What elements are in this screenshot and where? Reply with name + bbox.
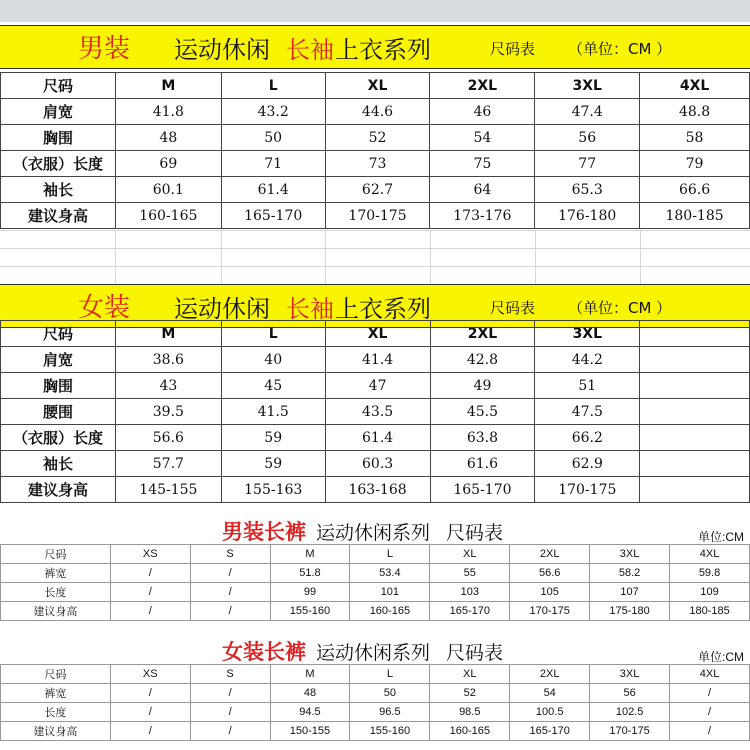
- size-header-cell: M: [270, 545, 350, 564]
- value-cell: 71: [221, 151, 325, 177]
- value-cell: 61.4: [325, 425, 430, 451]
- women-pants-title-highlight: 女装长裤: [222, 641, 306, 664]
- size-header-cell: 4XL: [670, 545, 750, 564]
- women-top-series-a: 运动休闲: [174, 295, 270, 323]
- value-cell: 165-170: [430, 477, 535, 503]
- size-header-cell: XL: [430, 665, 510, 684]
- measure-label: 长度: [1, 583, 111, 602]
- value-cell: 47: [325, 373, 430, 399]
- value-cell: /: [190, 684, 270, 703]
- value-cell: 41.8: [115, 99, 221, 125]
- women-pants-title-series: 运动休闲系列: [316, 643, 431, 664]
- measure-label: 肩宽: [1, 99, 116, 125]
- size-header-cell: 4XL: [640, 73, 750, 99]
- header-row: [1, 73, 750, 99]
- size-header-cell: XL: [430, 545, 510, 564]
- table-row: [1, 177, 750, 203]
- table-row: [1, 583, 750, 602]
- value-cell: 60.3: [325, 451, 430, 477]
- value-cell: 100.5: [510, 703, 590, 722]
- value-cell: 56: [590, 684, 670, 703]
- women-top-chart-label: 尺码表: [490, 299, 536, 317]
- value-cell: 56.6: [115, 425, 221, 451]
- measure-label: 建议身高: [1, 203, 116, 229]
- value-cell: [640, 399, 750, 425]
- size-header-cell: M: [270, 665, 350, 684]
- women-top-gender: 女装: [78, 293, 131, 323]
- value-cell: 62.9: [535, 451, 640, 477]
- value-cell: 170-175: [325, 203, 430, 229]
- women-top-unit: （单位：CM ）: [568, 299, 672, 317]
- value-cell: /: [190, 564, 270, 583]
- women-pants-title-chart: 尺码表: [446, 643, 504, 664]
- value-cell: 98.5: [430, 703, 510, 722]
- value-cell: 48: [270, 684, 350, 703]
- value-cell: 160-165: [115, 203, 221, 229]
- value-cell: 170-175: [535, 477, 640, 503]
- value-cell: 165-170: [221, 203, 325, 229]
- value-cell: 50: [221, 125, 325, 151]
- size-header-cell: 2XL: [510, 665, 590, 684]
- measure-label: 建议身高: [1, 722, 111, 741]
- value-cell: [640, 425, 750, 451]
- value-cell: 62.7: [325, 177, 430, 203]
- value-cell: 54: [430, 125, 535, 151]
- value-cell: 50: [350, 684, 430, 703]
- men-top-chart-label: 尺码表: [490, 40, 536, 58]
- value-cell: 66.6: [640, 177, 750, 203]
- value-cell: 43: [115, 373, 221, 399]
- value-cell: /: [110, 602, 190, 621]
- value-cell: [640, 477, 750, 503]
- value-cell: 173-176: [430, 203, 535, 229]
- men-top-title-banner: [0, 25, 750, 69]
- value-cell: 170-175: [510, 602, 590, 621]
- top-background-strip: [0, 0, 750, 22]
- women-pants-title: [222, 636, 503, 666]
- value-cell: 155-160: [350, 722, 430, 741]
- value-cell: 42.8: [430, 347, 535, 373]
- value-cell: /: [110, 684, 190, 703]
- value-cell: /: [110, 583, 190, 602]
- value-cell: 44.2: [535, 347, 640, 373]
- size-label-header: 尺码: [1, 321, 116, 347]
- men-top-series-b: 上衣系列: [335, 36, 431, 64]
- measure-label: 袖长: [1, 177, 116, 203]
- value-cell: /: [110, 722, 190, 741]
- men-pants-title: [222, 516, 503, 546]
- value-cell: 59: [221, 451, 325, 477]
- size-label-header: 尺码: [1, 73, 116, 99]
- table-row: [1, 451, 750, 477]
- value-cell: 63.8: [430, 425, 535, 451]
- table-row: [1, 684, 750, 703]
- size-header-cell: [640, 321, 750, 347]
- men-top-unit: （单位：CM ）: [568, 40, 672, 58]
- value-cell: 180-185: [670, 602, 750, 621]
- size-header-cell: 3XL: [535, 73, 640, 99]
- value-cell: 99: [270, 583, 350, 602]
- measure-label: 腰围: [1, 399, 116, 425]
- value-cell: 163-168: [325, 477, 430, 503]
- value-cell: /: [670, 722, 750, 741]
- men-pants-title-series: 运动休闲系列: [316, 523, 431, 544]
- men-top-size-table: [0, 72, 750, 229]
- size-header-cell: M: [115, 73, 221, 99]
- value-cell: [640, 373, 750, 399]
- value-cell: /: [110, 564, 190, 583]
- value-cell: 109: [670, 583, 750, 602]
- value-cell: 176-180: [535, 203, 640, 229]
- measure-label: 建议身高: [1, 477, 116, 503]
- value-cell: /: [190, 722, 270, 741]
- men-top-sleeve: 长袖: [286, 36, 334, 64]
- value-cell: 43.2: [221, 99, 325, 125]
- value-cell: 57.7: [115, 451, 221, 477]
- header-row: [1, 545, 750, 564]
- size-header-cell: XS: [110, 545, 190, 564]
- value-cell: 39.5: [115, 399, 221, 425]
- size-header-cell: 4XL: [670, 665, 750, 684]
- value-cell: [640, 451, 750, 477]
- value-cell: 48: [115, 125, 221, 151]
- value-cell: 58: [640, 125, 750, 151]
- value-cell: 47.4: [535, 99, 640, 125]
- value-cell: 51.8: [270, 564, 350, 583]
- measure-label: 裤宽: [1, 684, 111, 703]
- value-cell: 180-185: [640, 203, 750, 229]
- size-header-cell: 2XL: [510, 545, 590, 564]
- measure-label: 裤宽: [1, 564, 111, 583]
- value-cell: 54: [510, 684, 590, 703]
- size-header-cell: 2XL: [430, 73, 535, 99]
- value-cell: 61.4: [221, 177, 325, 203]
- women-pants-size-table: [0, 664, 750, 741]
- value-cell: /: [670, 703, 750, 722]
- table-row: [1, 703, 750, 722]
- women-top-size-table: [0, 320, 750, 503]
- spreadsheet-grid-gap: [0, 230, 750, 284]
- value-cell: /: [190, 602, 270, 621]
- value-cell: 94.5: [270, 703, 350, 722]
- value-cell: 103: [430, 583, 510, 602]
- value-cell: 66.2: [535, 425, 640, 451]
- value-cell: 44.6: [325, 99, 430, 125]
- men-top-series-a: 运动休闲: [174, 36, 270, 64]
- value-cell: /: [110, 703, 190, 722]
- measure-label: 肩宽: [1, 347, 116, 373]
- value-cell: 55: [430, 564, 510, 583]
- men-pants-unit: 单位:CM: [698, 530, 744, 544]
- value-cell: 155-163: [221, 477, 325, 503]
- size-header-cell: S: [190, 665, 270, 684]
- value-cell: [640, 347, 750, 373]
- value-cell: 65.3: [535, 177, 640, 203]
- measure-label: 胸围: [1, 373, 116, 399]
- table-row: [1, 373, 750, 399]
- size-header-cell: L: [221, 73, 325, 99]
- size-header-cell: L: [350, 545, 430, 564]
- value-cell: 175-180: [590, 602, 670, 621]
- measure-label: 建议身高: [1, 602, 111, 621]
- value-cell: /: [190, 583, 270, 602]
- value-cell: 49: [430, 373, 535, 399]
- women-pants-unit: 单位:CM: [698, 650, 744, 664]
- measure-label: 袖长: [1, 451, 116, 477]
- value-cell: 170-175: [590, 722, 670, 741]
- value-cell: 145-155: [115, 477, 221, 503]
- value-cell: 73: [325, 151, 430, 177]
- table-row: [1, 477, 750, 503]
- value-cell: 45: [221, 373, 325, 399]
- value-cell: 107: [590, 583, 670, 602]
- value-cell: 46: [430, 99, 535, 125]
- header-row: [1, 321, 750, 347]
- women-top-sleeve: 长袖: [286, 295, 334, 323]
- value-cell: 60.1: [115, 177, 221, 203]
- value-cell: 150-155: [270, 722, 350, 741]
- size-header-cell: 3XL: [535, 321, 640, 347]
- table-row: [1, 347, 750, 373]
- value-cell: 48.8: [640, 99, 750, 125]
- table-row: [1, 125, 750, 151]
- value-cell: 38.6: [115, 347, 221, 373]
- women-top-series-b: 上衣系列: [335, 295, 431, 323]
- value-cell: /: [190, 703, 270, 722]
- size-header-cell: XS: [110, 665, 190, 684]
- size-label-header: 尺码: [1, 665, 111, 684]
- header-row: [1, 665, 750, 684]
- measure-label: （衣服）长度: [1, 425, 116, 451]
- value-cell: 52: [430, 684, 510, 703]
- men-top-gender: 男装: [78, 34, 131, 64]
- measure-label: （衣服）长度: [1, 151, 116, 177]
- men-pants-size-table: [0, 544, 750, 621]
- value-cell: 160-165: [350, 602, 430, 621]
- value-cell: 53.4: [350, 564, 430, 583]
- value-cell: 69: [115, 151, 221, 177]
- value-cell: 102.5: [590, 703, 670, 722]
- table-row: [1, 203, 750, 229]
- value-cell: 160-165: [430, 722, 510, 741]
- size-header-cell: 3XL: [590, 665, 670, 684]
- size-header-cell: XL: [325, 73, 430, 99]
- value-cell: 45.5: [430, 399, 535, 425]
- value-cell: /: [670, 684, 750, 703]
- size-header-cell: 2XL: [430, 321, 535, 347]
- men-pants-title-chart: 尺码表: [446, 523, 504, 544]
- size-label-header: 尺码: [1, 545, 111, 564]
- size-header-cell: L: [350, 665, 430, 684]
- value-cell: 79: [640, 151, 750, 177]
- value-cell: 59: [221, 425, 325, 451]
- value-cell: 59.8: [670, 564, 750, 583]
- men-pants-title-highlight: 男装长裤: [222, 521, 306, 544]
- value-cell: 47.5: [535, 399, 640, 425]
- table-row: [1, 602, 750, 621]
- table-row: [1, 151, 750, 177]
- table-row: [1, 399, 750, 425]
- table-row: [1, 99, 750, 125]
- size-header-cell: L: [221, 321, 325, 347]
- value-cell: 165-170: [510, 722, 590, 741]
- table-row: [1, 564, 750, 583]
- value-cell: 40: [221, 347, 325, 373]
- size-header-cell: 3XL: [590, 545, 670, 564]
- value-cell: 75: [430, 151, 535, 177]
- value-cell: 165-170: [430, 602, 510, 621]
- value-cell: 41.5: [221, 399, 325, 425]
- measure-label: 长度: [1, 703, 111, 722]
- value-cell: 43.5: [325, 399, 430, 425]
- value-cell: 77: [535, 151, 640, 177]
- value-cell: 64: [430, 177, 535, 203]
- table-row: [1, 425, 750, 451]
- value-cell: 56: [535, 125, 640, 151]
- size-header-cell: XL: [325, 321, 430, 347]
- value-cell: 51: [535, 373, 640, 399]
- table-row: [1, 722, 750, 741]
- value-cell: 96.5: [350, 703, 430, 722]
- value-cell: 61.6: [430, 451, 535, 477]
- value-cell: 41.4: [325, 347, 430, 373]
- measure-label: 胸围: [1, 125, 116, 151]
- size-header-cell: M: [115, 321, 221, 347]
- value-cell: 52: [325, 125, 430, 151]
- value-cell: 56.6: [510, 564, 590, 583]
- value-cell: 155-160: [270, 602, 350, 621]
- value-cell: 58.2: [590, 564, 670, 583]
- value-cell: 101: [350, 583, 430, 602]
- value-cell: 105: [510, 583, 590, 602]
- size-header-cell: S: [190, 545, 270, 564]
